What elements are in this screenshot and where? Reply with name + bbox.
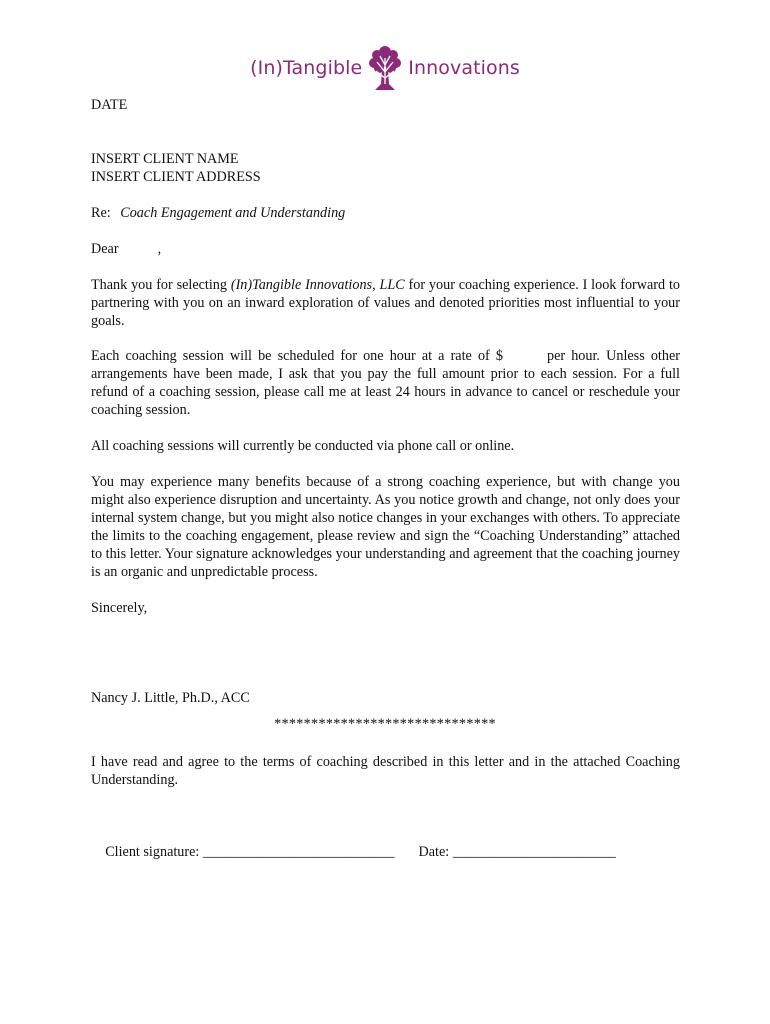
- rate-text-b: per hour. Unless other arrangements have been made, I ask that you pay the full amount prior to each session. For a full refund of a coaching session, please call me at least 24 hours in advance to cancel or reschedule your coaching session.: [91, 348, 680, 418]
- subject-text: Coach Engagement and Understanding: [120, 205, 346, 221]
- intro-text-a: Thank you for selecting: [91, 277, 231, 293]
- salutation-comma: ,: [157, 241, 162, 257]
- paragraph-rate: [91, 347, 680, 419]
- client-name: INSERT CLIENT NAME: [91, 151, 239, 167]
- subject-label: Re:: [91, 205, 111, 221]
- paragraph-intro: [91, 276, 680, 330]
- signature-row: [91, 825, 680, 879]
- tree-logo-icon: [368, 44, 402, 92]
- salutation-word: Dear: [91, 241, 119, 257]
- signer-name: Nancy J. Little, Ph.D., ACC: [91, 690, 250, 706]
- company-logo: [0, 44, 770, 92]
- company-name: (In)Tangible Innovations, LLC: [230, 277, 405, 293]
- rate-text-a: Each coaching session will be scheduled for one hour at a rate of $: [91, 348, 503, 364]
- paragraph-benefits: You may experience many benefits because of a strong coaching experience, but with change you might also experience disruption and uncertainty. As you notice growth and change, not only does your internal system change, but you might also notice changes in your exchanges with others. To appreciate the limits to the coaching engagement, please review and sign the “Coaching Understanding” attached to this letter. Your signature acknowledges your understanding and agreement that the coaching journey is an organic and unpredictable process.: [91, 474, 680, 580]
- client-signature-field[interactable]: ___________________________: [202, 844, 395, 860]
- closing: Sincerely,: [91, 600, 148, 616]
- paragraph-agreement: I have read and agree to the terms of coaching described in this letter and in the attached Coaching Understanding.: [91, 754, 680, 788]
- client-address: INSERT CLIENT ADDRESS: [91, 169, 261, 185]
- logo-left-text: (In)Tangible: [250, 57, 363, 79]
- salutation: [91, 240, 680, 258]
- client-signature-label: Client signature:: [105, 844, 203, 860]
- letter-date: DATE: [91, 97, 128, 113]
- date-field[interactable]: _______________________: [452, 844, 616, 860]
- paragraph-format: All coaching sessions will currently be conducted via phone call or online.: [91, 438, 515, 454]
- client-block: [91, 150, 680, 186]
- intro-text-b: for your coaching experience. I look forward to partnering with you on an inward exploration of values and denoted priorities most influential to your goals.: [91, 277, 680, 329]
- date-label: Date:: [418, 844, 453, 860]
- logo-right-text: Innovations: [408, 57, 520, 79]
- separator: ******************************: [274, 716, 496, 732]
- subject-line: [91, 204, 680, 222]
